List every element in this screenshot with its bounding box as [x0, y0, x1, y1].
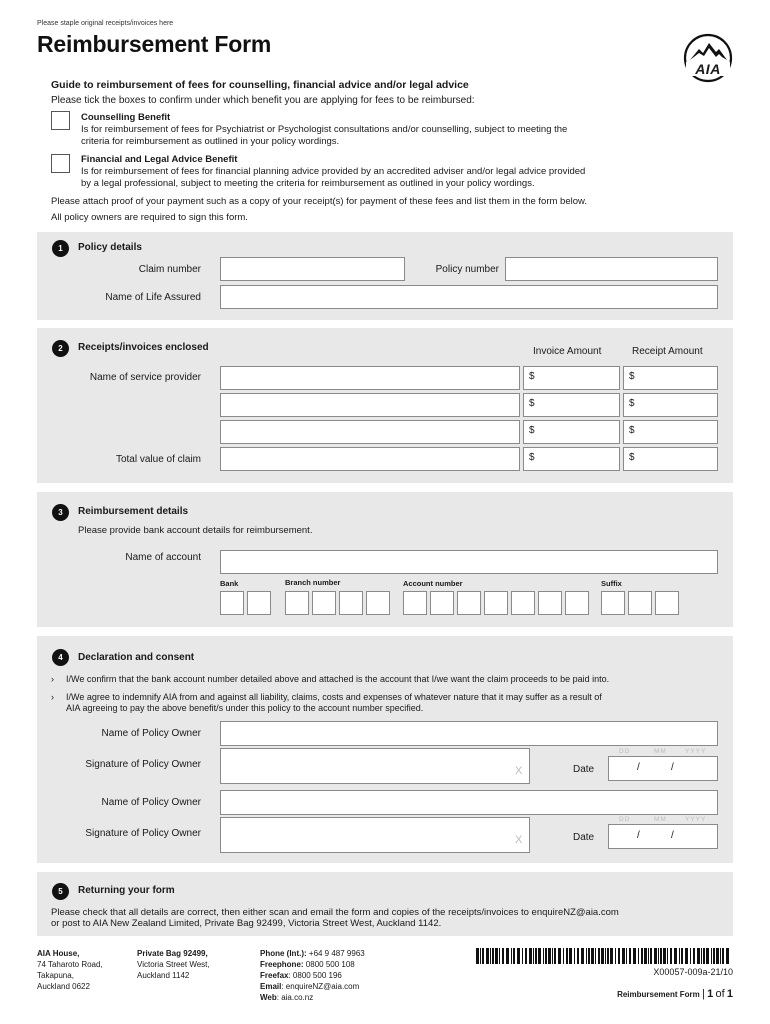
suffix-digit[interactable]: [601, 591, 625, 615]
page-total: 1: [726, 988, 733, 1000]
barcode-bar: [622, 948, 625, 964]
barcode-bar: [713, 948, 715, 964]
barcode-bar: [591, 948, 594, 964]
bullet-marker: ›: [51, 674, 54, 684]
barcode-bar: [574, 948, 575, 964]
invoice-amount-header: Invoice Amount: [533, 346, 602, 357]
barcode-bar: [618, 948, 620, 964]
owner-name-label: Name of Policy Owner: [101, 728, 201, 739]
barcode-bar: [595, 948, 596, 964]
barcode-bar: [701, 948, 702, 964]
suffix-digit[interactable]: [655, 591, 679, 615]
aia-logo: [683, 33, 733, 83]
barcode-bar: [726, 948, 729, 964]
barcode-bar: [558, 948, 561, 964]
suffix-label: Suffix: [601, 579, 622, 588]
web-label: Web: [260, 993, 277, 1002]
barcode-bar: [720, 948, 721, 964]
barcode-bar: [670, 948, 672, 964]
section-declaration: [37, 636, 733, 863]
email-label: Email: [260, 982, 282, 991]
section-number: 4: [52, 649, 69, 666]
section-title: Declaration and consent: [78, 652, 195, 663]
owner-name-input-2[interactable]: [220, 790, 718, 815]
date-hint-yyyy: YYYY: [685, 816, 707, 823]
barcode-bar: [588, 948, 590, 964]
barcode-bar: [722, 948, 724, 964]
barcode-bar: [615, 948, 616, 964]
footer-contact: [260, 948, 365, 1003]
staple-note: Please staple original receipts/invoices here: [37, 20, 174, 27]
barcode-bar: [480, 948, 481, 964]
barcode-bar: [511, 948, 512, 964]
barcode-bar: [629, 948, 631, 964]
bullet-marker: ›: [51, 692, 54, 702]
footer-bag-title: Private Bag 92499,: [137, 949, 208, 958]
barcode-bar: [610, 948, 613, 964]
return-line: Please check that all details are correct, then either scan and email the form and copies of the receipts/invoices to enquireNZ@aia.com: [51, 907, 619, 918]
invoice-amount-input[interactable]: $: [523, 366, 620, 390]
barcode: [476, 948, 732, 964]
suffix-digit[interactable]: [628, 591, 652, 615]
form-code: X00057-009a-21/10: [653, 967, 733, 977]
invoice-amount-input[interactable]: $: [523, 420, 620, 444]
total-invoice-input[interactable]: $: [523, 447, 620, 471]
financial-legal-benefit-checkbox[interactable]: [51, 154, 70, 173]
account-digit[interactable]: [484, 591, 508, 615]
freephone-label: Freephone:: [260, 960, 304, 969]
return-instructions: [51, 907, 726, 929]
barcode-bar: [633, 948, 636, 964]
date-hint-yyyy: YYYY: [685, 748, 707, 755]
page-separator: |: [702, 988, 705, 1000]
desc-line: Is for reimbursement of fees for financial planning advice provided by an accredited adviser and/or legal advice provided: [81, 166, 586, 177]
claim-number-label: Claim number: [138, 264, 201, 275]
footer-private-bag: [137, 948, 210, 981]
section-receipts: [37, 328, 733, 483]
bank-label: Bank: [220, 579, 239, 588]
barcode-bar: [598, 948, 600, 964]
signature-box-1[interactable]: [220, 748, 530, 784]
barcode-bar: [644, 948, 647, 964]
barcode-bar: [543, 948, 544, 964]
page-footer: [520, 988, 733, 1000]
account-number-label: Account number: [403, 579, 463, 588]
barcode-bar: [506, 948, 509, 964]
receipt-amount-input[interactable]: $: [623, 420, 718, 444]
section-title: Receipts/invoices enclosed: [78, 342, 209, 353]
barcode-bar: [685, 948, 688, 964]
barcode-bar: [545, 948, 547, 964]
bank-digit[interactable]: [220, 591, 244, 615]
phone-label: Phone (Int.):: [260, 949, 307, 958]
date-label: Date: [573, 832, 595, 843]
barcode-bar: [706, 948, 709, 964]
phone-value: +64 9 487 9963: [308, 949, 365, 958]
signature-box-2[interactable]: [220, 817, 530, 853]
account-name-input[interactable]: [220, 550, 718, 574]
life-assured-label: Name of Life Assured: [105, 292, 201, 303]
desc-line: Is for reimbursement of fees for Psychiatrist or Psychologist consultations and/or counselling, subject to meeting the: [81, 124, 568, 135]
signature-label: Signature of Policy Owner: [85, 828, 201, 839]
branch-digit[interactable]: [312, 591, 336, 615]
account-digit[interactable]: [538, 591, 562, 615]
date-slash: /: [637, 830, 640, 841]
barcode-bar: [554, 948, 556, 964]
date-input-1[interactable]: [608, 756, 718, 781]
guide-instruction: Please tick the boxes to confirm under which benefit you are applying for fees to be reimbursed:: [51, 95, 475, 106]
barcode-bar: [626, 948, 627, 964]
freefax-label: Freefax: [260, 971, 289, 980]
footer-line: Takapuna,: [37, 971, 74, 980]
barcode-bar: [601, 948, 604, 964]
barcode-bar: [548, 948, 551, 964]
branch-label: Branch number: [285, 578, 341, 587]
barcode-bar: [674, 948, 677, 964]
barcode-bar: [513, 948, 515, 964]
barcode-bar: [658, 948, 659, 964]
freefax-value: : 0800 500 196: [288, 971, 342, 980]
provider-input[interactable]: [220, 393, 520, 417]
barcode-bar: [605, 948, 606, 964]
barcode-bar: [679, 948, 680, 964]
page-of: of: [715, 988, 725, 1000]
barcode-bar: [533, 948, 534, 964]
page-title: Reimbursement Form: [37, 31, 272, 57]
section-number: 1: [52, 240, 69, 257]
section-policy-details: [37, 232, 733, 320]
barcode-bar: [703, 948, 705, 964]
barcode-graphic: [476, 948, 732, 964]
sign-here-mark: X: [515, 834, 523, 846]
account-digit[interactable]: [430, 591, 454, 615]
section-title: Policy details: [78, 242, 142, 253]
bullet-line: AIA agreeing to pay the above benefit/s under this policy to the account number specified.: [66, 703, 424, 713]
barcode-bar: [638, 948, 639, 964]
total-receipt-input[interactable]: $: [623, 447, 718, 471]
web-value[interactable]: : aia.co.nz: [276, 993, 314, 1002]
barcode-bar: [581, 948, 584, 964]
barcode-bar: [667, 948, 668, 964]
account-digit[interactable]: [403, 591, 427, 615]
barcode-bar: [690, 948, 691, 964]
provider-label: Name of service provider: [89, 372, 201, 383]
account-digit[interactable]: [511, 591, 535, 615]
barcode-bar: [711, 948, 712, 964]
proof-note: Please attach proof of your payment such as a copy of your receipt(s) for payment of these fees and list them in the form below.: [51, 196, 587, 207]
bullet-line: I/We agree to indemnify AIA from and against all liability, claims, costs and expenses of whatever nature that it may suffer as a result of: [66, 692, 602, 702]
form-name: Reimbursement Form: [617, 990, 700, 999]
barcode-bar: [552, 948, 553, 964]
bank-digit[interactable]: [247, 591, 271, 615]
barcode-bar: [476, 948, 479, 964]
date-input-2[interactable]: [608, 824, 718, 849]
date-label: Date: [573, 764, 595, 775]
barcode-bar: [517, 948, 520, 964]
date-hint-dd: DD: [619, 816, 631, 823]
section-title: Reimbursement details: [78, 506, 189, 517]
section-title: Returning your form: [78, 885, 175, 896]
barcode-bar: [525, 948, 527, 964]
barcode-bar: [482, 948, 484, 964]
barcode-bar: [586, 948, 587, 964]
barcode-bar: [693, 948, 695, 964]
section-subtitle: Please provide bank account details for reimbursement.: [78, 525, 313, 536]
counselling-benefit-checkbox[interactable]: [51, 111, 70, 130]
desc-line: criteria for reimbursement as outlined in your policy wordings.: [81, 136, 340, 147]
sign-here-mark: X: [515, 765, 523, 777]
receipt-amount-input[interactable]: $: [623, 366, 718, 390]
page-current: 1: [707, 988, 714, 1000]
barcode-bar: [641, 948, 643, 964]
barcode-bar: [529, 948, 532, 964]
date-slash: /: [671, 762, 674, 773]
counselling-benefit-desc: [81, 124, 671, 148]
financial-legal-benefit-title: Financial and Legal Advice Benefit: [81, 154, 238, 165]
policy-number-input[interactable]: [505, 257, 718, 281]
freephone-value: 0800 500 108: [305, 960, 355, 969]
footer-aia-house: [37, 948, 103, 992]
barcode-bar: [569, 948, 572, 964]
barcode-bar: [607, 948, 609, 964]
declaration-bullet-1: I/We confirm that the bank account number detailed above and attached is the account that I/we want the claim proceeds to be paid into.: [66, 674, 610, 684]
date-hint-mm: MM: [654, 748, 667, 755]
sign-note: All policy owners are required to sign this form.: [51, 212, 248, 223]
section-number: 3: [52, 504, 69, 521]
footer-house-title: AIA House,: [37, 949, 80, 958]
footer-line: Auckland 1142: [137, 971, 190, 980]
barcode-bar: [697, 948, 700, 964]
policy-number-label: Policy number: [435, 264, 499, 275]
barcode-bar: [577, 948, 579, 964]
barcode-bar: [563, 948, 564, 964]
account-digit[interactable]: [565, 591, 589, 615]
date-hint-mm: MM: [654, 816, 667, 823]
receipt-amount-input[interactable]: $: [623, 393, 718, 417]
receipt-amount-header: Receipt Amount: [632, 346, 703, 357]
barcode-bar: [490, 948, 491, 964]
barcode-bar: [660, 948, 662, 964]
barcode-bar: [486, 948, 489, 964]
life-assured-input[interactable]: [220, 285, 718, 309]
barcode-bar: [538, 948, 541, 964]
barcode-bar: [648, 948, 649, 964]
date-hint-dd: DD: [619, 748, 631, 755]
section-reimbursement: [37, 492, 733, 627]
account-name-label: Name of account: [125, 552, 201, 563]
section-returning: [37, 872, 733, 936]
barcode-bar: [502, 948, 504, 964]
return-line: or post to AIA New Zealand Limited, Private Bag 92499, Victoria Street West, Auckland 1142.: [51, 918, 442, 929]
barcode-bar: [566, 948, 568, 964]
barcode-bar: [499, 948, 500, 964]
declaration-bullet-2: [66, 692, 721, 714]
total-input[interactable]: [220, 447, 520, 471]
section-number: 2: [52, 340, 69, 357]
guide-title: Guide to reimbursement of fees for counselling, financial advice and/or legal advice: [51, 79, 469, 91]
financial-legal-benefit-desc: [81, 166, 671, 190]
section-number: 5: [52, 883, 69, 900]
account-digit[interactable]: [457, 591, 481, 615]
barcode-bar: [495, 948, 498, 964]
branch-digit[interactable]: [339, 591, 363, 615]
provider-input[interactable]: [220, 366, 520, 390]
footer-line: 74 Taharoto Road,: [37, 960, 103, 969]
barcode-bar: [522, 948, 523, 964]
desc-line: by a legal professional, subject to meeting the criteria for reimbursement as outlined in your policy wordings.: [81, 178, 535, 189]
date-slash: /: [671, 830, 674, 841]
claim-number-input[interactable]: [220, 257, 405, 281]
barcode-bar: [663, 948, 666, 964]
provider-input[interactable]: [220, 420, 520, 444]
owner-name-label: Name of Policy Owner: [101, 797, 201, 808]
branch-digit[interactable]: [366, 591, 390, 615]
date-slash: /: [637, 762, 640, 773]
barcode-bar: [654, 948, 657, 964]
barcode-bar: [681, 948, 683, 964]
signature-label: Signature of Policy Owner: [85, 759, 201, 770]
barcode-bar: [716, 948, 719, 964]
branch-digit[interactable]: [285, 591, 309, 615]
owner-name-input-1[interactable]: [220, 721, 718, 746]
barcode-bar: [492, 948, 494, 964]
barcode-bar: [650, 948, 652, 964]
barcode-bar: [535, 948, 537, 964]
logo-text: AIA: [695, 61, 721, 77]
footer-line: Auckland 0622: [37, 982, 90, 991]
invoice-amount-input[interactable]: $: [523, 393, 620, 417]
footer-line: Victoria Street West,: [137, 960, 210, 969]
total-label: Total value of claim: [115, 454, 201, 465]
email-value[interactable]: : enquireNZ@aia.com: [281, 982, 360, 991]
counselling-benefit-title: Counselling Benefit: [81, 112, 171, 123]
